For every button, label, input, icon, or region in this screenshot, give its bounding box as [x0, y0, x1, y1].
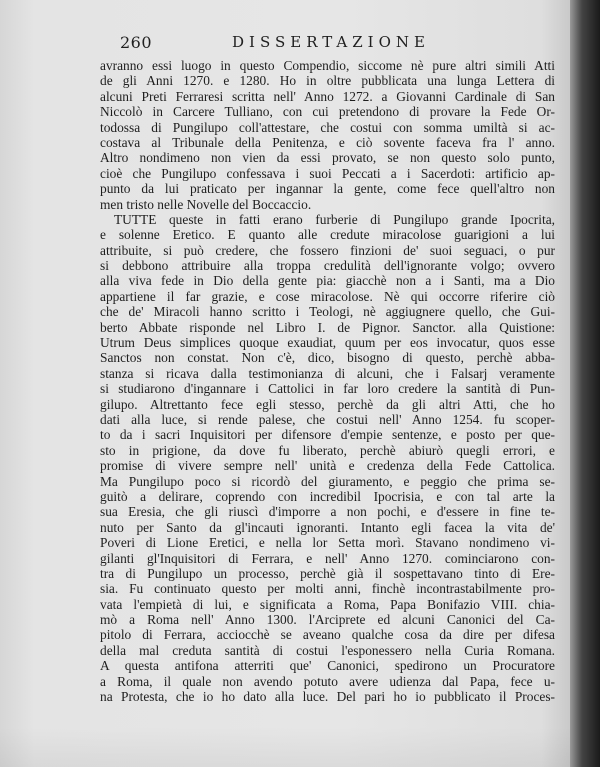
text-line: si studiarono d'ingannare i Cattolici in far loro credere la santità di Pun- — [100, 381, 555, 397]
text-line: alla viva fede in Dio della gente pia: giacchè non a i Santi, ma a Dio — [100, 273, 555, 289]
text-line: avranno essi luogo in questo Compendio, siccome nè pure altri simili Atti — [100, 58, 555, 73]
text-line: mò a Roma nell' Anno 1300. l'Arciprete ed alcuni Canonici del Ca- — [100, 612, 555, 628]
text-line: a Roma, il quale non avendo potuto avere udienza dal Papa, fece u- — [100, 673, 555, 689]
text-line: dati alla luce, si rende palese, che costui nell' Anno 1254. fu scoper- — [100, 411, 555, 427]
text-line: alcuni Preti Ferraresi scritta nell' Anno 1272. a Giovanni Cardinale di San — [100, 88, 555, 104]
text-line: berto Abbate risponde nel Libro I. de Pignor. Sanctor. alla Quistione: — [100, 319, 555, 335]
text-line: to da i sacri Inquisitori per difensore d'empie sentenze, e posto per que- — [100, 427, 555, 443]
text-line: men tristo nelle Novelle del Boccaccio. — [100, 196, 312, 212]
text-line: nuto per Santo da gl'incauti ignoranti. Intanto egli facea la vita de' — [100, 519, 555, 535]
text-line: pitolo di Ferrara, acciocchè se aveano qualche cosa da dire per difesa — [100, 627, 555, 643]
text-line: Altro nondimeno non vien da essi provato, se non questo solo punto, — [100, 150, 555, 166]
text-line: punto da lui praticato per ingannar la gente, come fece quell'altro non — [100, 181, 555, 197]
text-line: stanza si ricava dalla testimonianza di alcuni, che i Falsarj veramente — [100, 365, 555, 381]
text-line: promise di vivere sempre nell' unità e credenza della Fede Cattolica. — [100, 458, 555, 474]
running-title: DISSERTAZIONE — [232, 33, 430, 51]
text-line: e solenne Eretico. E quanto alle credute miracolose guarigioni a lui — [100, 227, 555, 243]
text-line: attribuite, si può credere, che fossero finzioni de' suoi seguaci, o pur — [100, 242, 555, 258]
text-line: della mal creduta santità di costui l'esponessero nella Curia Romana. — [100, 642, 555, 658]
text-line: na Protesta, che io ho dato alla luce. Del pari ho io pubblicato il Proces- — [100, 689, 555, 705]
text-line: sto in prigione, da dove fu liberato, perchè abiurò quegli errori, e — [100, 442, 555, 458]
text-line: vata l'empietà di lui, e significata a Roma, Papa Bonifazio VIII. chia- — [100, 596, 555, 612]
binding-edge — [570, 0, 600, 767]
text-line: appartiene il far grazie, e cose miracolose. Nè qui occorre riferire ciò — [100, 288, 555, 304]
text-line: costava al Tribunale della Penitenza, e ciò sovente faceva fra l' anno. — [100, 134, 555, 150]
text-line: gilanti gl'Inquisitori di Ferrara, e nell' Anno 1270. cominciarono con- — [100, 550, 555, 566]
page-number: 260 — [120, 33, 153, 52]
text-line: A questa antifona atterriti que' Canonici, spedirono un Procuratore — [100, 658, 555, 674]
text-line: tra di Pungilupo un processo, perchè già il sospettavano tinto di Ere- — [100, 565, 555, 581]
text-line: guitò a delirare, coprendo con incredibil Ipocrisia, e con tal arte la — [100, 488, 555, 504]
text-line: Poveri di Lione Eretici, e nella lor Setta morì. Stavano nondimeno vi- — [100, 535, 555, 551]
text-line: Utrum Deus simplices quoque exaudiat, quum per eos invocatur, quos esse — [100, 335, 555, 351]
text-line: Ma Pungilupo poco si ricordò del giuramento, e peggio che prima se- — [100, 473, 555, 489]
text-line: sua Eresia, che gli riuscì d'imporre a non pochi, e d'essere in fine te- — [100, 504, 555, 520]
text-line: Niccolò in Carcere Tulliano, con cui pretendono di provare la Fede Or- — [100, 104, 555, 120]
text-line: gilupo. Altrettanto fece egli stesso, perchè da gli altri Atti, che ho — [100, 396, 555, 412]
text-line: todossa di Pungilupo coll'attestare, che costui con somma umiltà si ac- — [100, 119, 555, 135]
text-line: TUTTE queste in fatti erano furberie di Pungilupo grande Ipocrita, — [114, 211, 555, 227]
text-line: si debbono attribuire alla troppa credulità dell'ignorante volgo; ovvero — [100, 258, 555, 274]
text-line: Sanctos non constat. Non c'è, dico, bisogno di questo, perchè abba- — [100, 350, 555, 366]
text-line: cioè che Pungilupo confessava i suoi Peccati a i Sacerdoti: artificio ap- — [100, 165, 555, 181]
text-line: sia. Fu continuato questo per molti anni, finchè incontrastabilmente pro- — [100, 581, 555, 597]
body-text — [100, 58, 555, 704]
page-header — [120, 33, 520, 57]
text-line: che de' Miracoli hanno scritto i Teologi, nè aggiugnere quello, che Gui- — [100, 304, 555, 320]
page-shadow — [0, 727, 570, 767]
text-line: de gli Anni 1270. e 1280. Ho in oltre pubblicata una lunga Lettera di — [100, 73, 555, 89]
